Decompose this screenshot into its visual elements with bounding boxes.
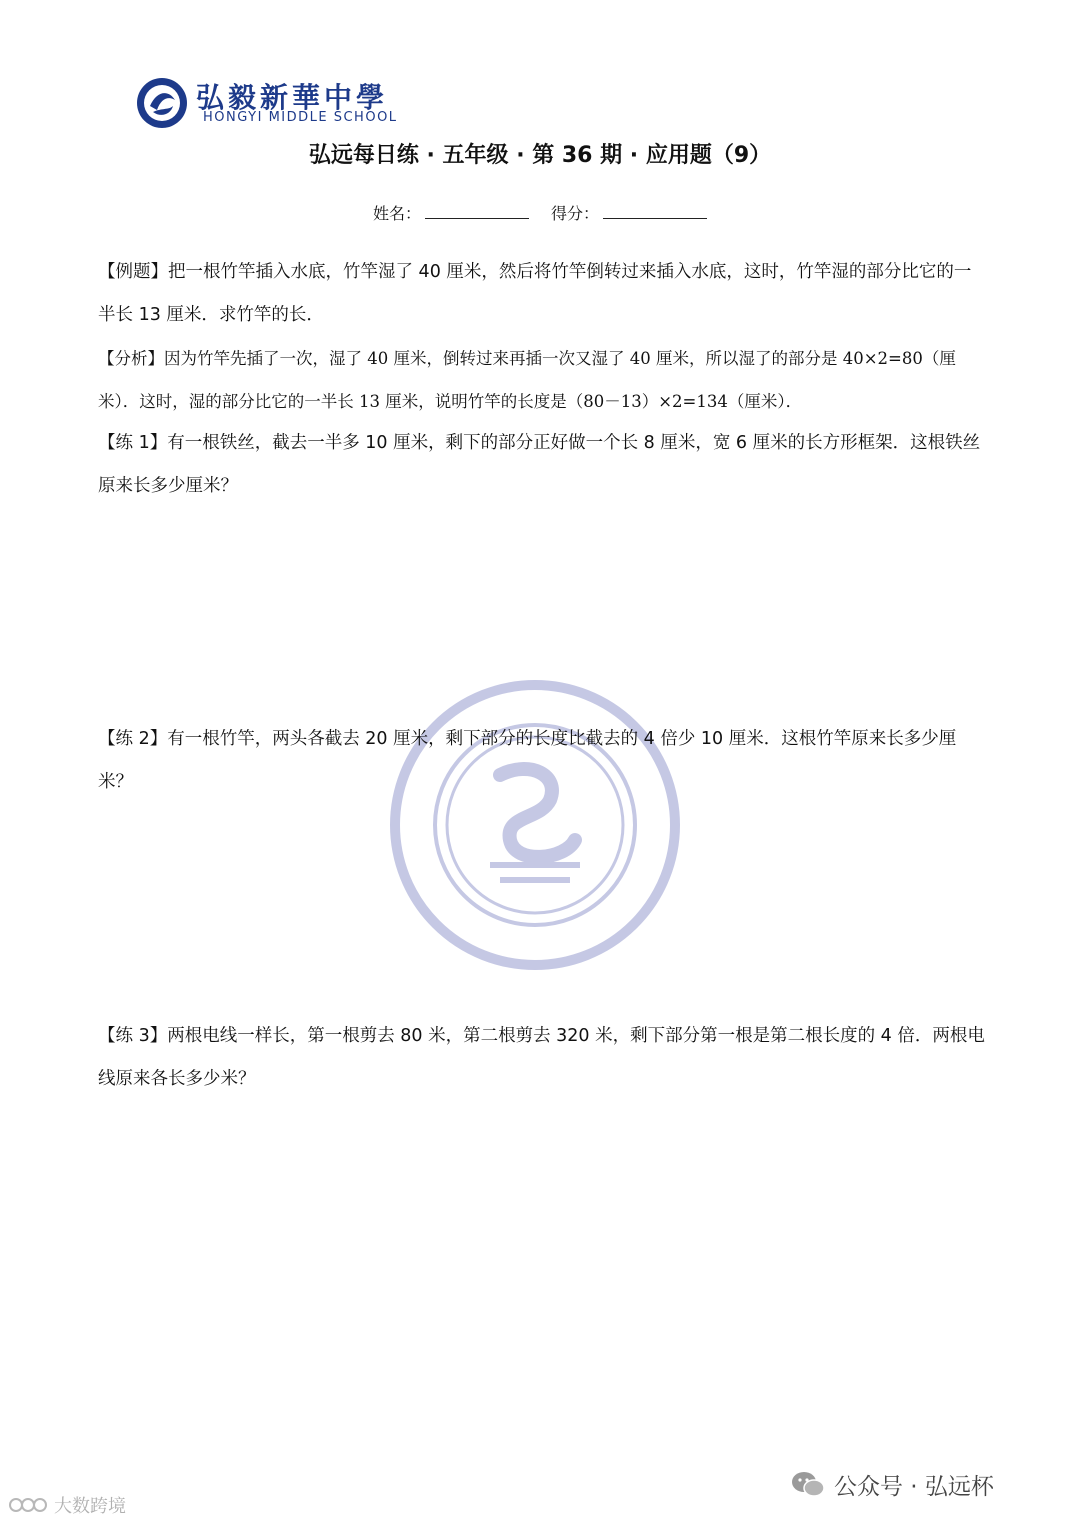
school-name-cn: 弘毅新華中學 bbox=[196, 81, 389, 114]
example-problem: 【例题】把一根竹竿插入水底，竹竿湿了 40 厘米，然后将竹竿倒转过来插入水底，这时，竹竿湿的部分比它的一半长 13 厘米．求竹竿的长． bbox=[98, 262, 972, 325]
brand-icon bbox=[8, 1494, 50, 1516]
school-emblem-icon bbox=[135, 76, 189, 130]
wechat-icon bbox=[790, 1469, 826, 1499]
analysis-text: 【分析】因为竹竿先插了一次，湿了 40 厘米，倒转过来再插一次又湿了 40 厘米，所以湿了的部分是 40×2=80（厘米）．这时，湿的部分比它的一半长 13 厘米，说明竹竿的长度是（80－13）×2=134（厘米）． bbox=[98, 349, 956, 411]
page-title: 弘远每日练 · 五年级 · 第 36 期 · 应用题（9） bbox=[308, 143, 772, 168]
score-label: 得分： bbox=[551, 204, 600, 223]
name-blank[interactable] bbox=[425, 200, 529, 219]
practice-3: 【练 3】两根电线一样长，第一根剪去 80 米，第二根剪去 320 米，剩下部分第一根是第二根长度的 4 倍．两根电线原来各长多少米？ bbox=[98, 1026, 985, 1089]
corner-watermark-text: 大数跨境 bbox=[54, 1496, 126, 1517]
name-score-bar bbox=[0, 200, 1080, 224]
name-label: 姓名： bbox=[372, 204, 421, 223]
wechat-account-label bbox=[790, 1464, 994, 1504]
score-blank[interactable] bbox=[603, 200, 707, 219]
practice-1: 【练 1】有一根铁丝，截去一半多 10 厘米，剩下的部分正好做一个长 8 厘米，宽 6 厘米的长方形框架．这根铁丝原来长多少厘米？ bbox=[98, 433, 981, 496]
corner-watermark bbox=[8, 1492, 126, 1518]
school-logo bbox=[133, 72, 403, 132]
wechat-label-text: 公众号 · 弘远杯 bbox=[834, 1473, 994, 1500]
school-name-en: HONGYI MIDDLE SCHOOL bbox=[203, 110, 398, 125]
practice-2: 【练 2】有一根竹竿，两头各截去 20 厘米，剩下部分的长度比截去的 4 倍少 10 厘米．这根竹竿原来长多少厘米？ bbox=[98, 729, 957, 792]
